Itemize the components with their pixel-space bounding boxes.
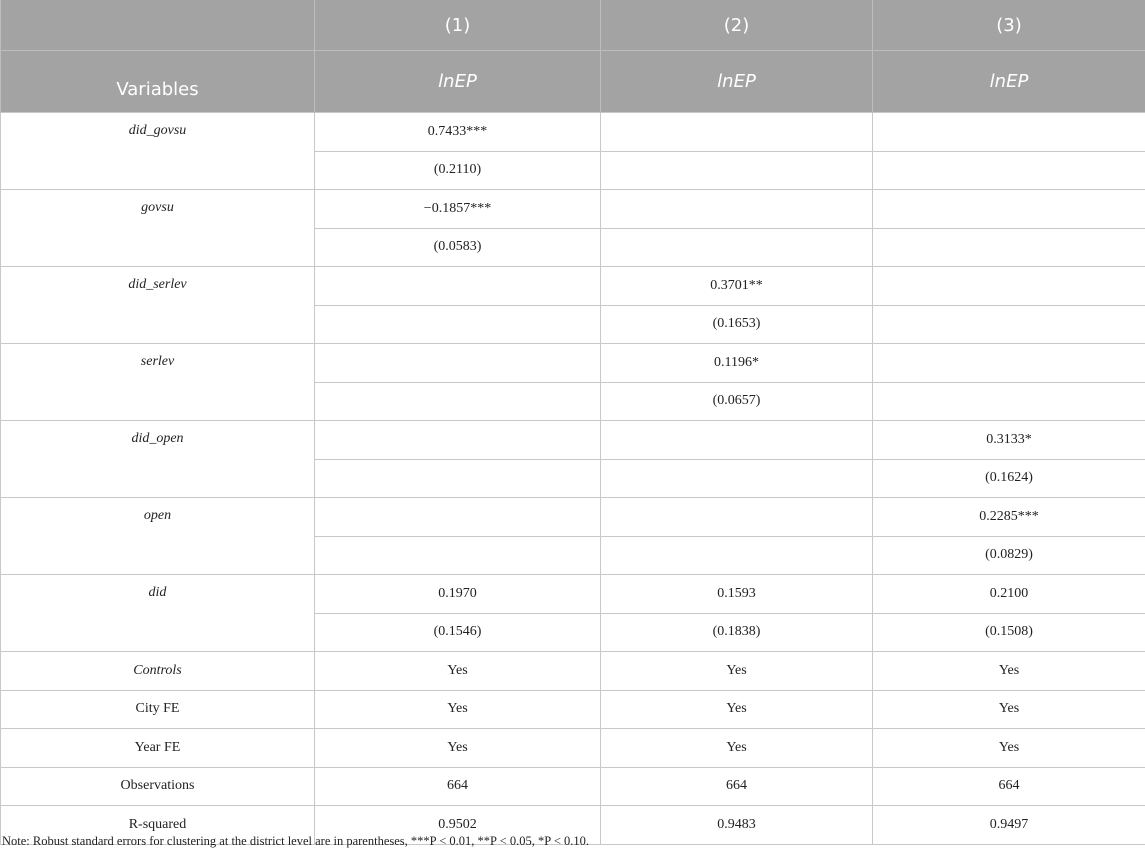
summary-value: 664 xyxy=(873,767,1145,806)
standard-error-cell: (0.1653) xyxy=(601,305,873,344)
standard-error-cell: (0.1838) xyxy=(601,613,873,652)
summary-value: Yes xyxy=(601,690,873,729)
coefficient-cell xyxy=(601,421,873,460)
summary-value: 0.9502 xyxy=(315,806,601,845)
summary-label: City FE xyxy=(1,690,315,729)
standard-error-cell: (0.1546) xyxy=(315,613,601,652)
variable-label: did xyxy=(1,575,315,652)
summary-value: 0.9483 xyxy=(601,806,873,845)
coefficient-cell xyxy=(315,421,601,460)
summary-row xyxy=(1,690,1145,729)
column-number-2: (2) xyxy=(601,0,873,51)
summary-value: Yes xyxy=(873,690,1145,729)
summary-value: Yes xyxy=(315,652,601,691)
coefficient-row xyxy=(1,267,1145,306)
standard-error-cell: (0.0657) xyxy=(601,382,873,421)
standard-error-cell: (0.0583) xyxy=(315,228,601,267)
summary-value: Yes xyxy=(873,652,1145,691)
summary-row xyxy=(1,767,1145,806)
coefficient-cell: 0.1970 xyxy=(315,575,601,614)
standard-error-cell xyxy=(315,459,601,498)
standard-error-cell xyxy=(601,459,873,498)
coefficient-row xyxy=(1,113,1145,152)
coefficient-row xyxy=(1,421,1145,460)
standard-error-cell xyxy=(873,382,1145,421)
coefficient-cell xyxy=(873,267,1145,306)
dependent-variable-3: lnEP xyxy=(873,51,1145,113)
column-number-1: (1) xyxy=(315,0,601,51)
summary-label: R-squared xyxy=(1,806,315,845)
header-corner xyxy=(1,0,315,51)
standard-error-cell xyxy=(315,382,601,421)
table-note: Note: Robust standard errors for clustering at the district level are in parentheses, ***P < 0.01, **P < 0.05, *P < 0.10. xyxy=(2,834,590,848)
summary-value: Yes xyxy=(315,729,601,768)
variable-label: serlev xyxy=(1,344,315,421)
standard-error-cell xyxy=(601,151,873,190)
standard-error-cell xyxy=(873,151,1145,190)
summary-label: Controls xyxy=(1,652,315,691)
coefficient-cell: −0.1857*** xyxy=(315,190,601,229)
coefficient-row xyxy=(1,498,1145,537)
summary-label: Year FE xyxy=(1,729,315,768)
coefficient-cell: 0.2100 xyxy=(873,575,1145,614)
standard-error-cell xyxy=(601,536,873,575)
coefficient-row xyxy=(1,190,1145,229)
dependent-variable-1: lnEP xyxy=(315,51,601,113)
coefficient-cell xyxy=(315,344,601,383)
coefficient-row xyxy=(1,344,1145,383)
coefficient-cell xyxy=(601,113,873,152)
coefficient-cell xyxy=(601,190,873,229)
dependent-variable-2: lnEP xyxy=(601,51,873,113)
coefficient-row xyxy=(1,575,1145,614)
standard-error-cell xyxy=(601,228,873,267)
coefficient-cell: 0.3701** xyxy=(601,267,873,306)
summary-value: 664 xyxy=(601,767,873,806)
coefficient-cell xyxy=(873,344,1145,383)
summary-label: Observations xyxy=(1,767,315,806)
coefficient-cell: 0.1196* xyxy=(601,344,873,383)
column-number-3: (3) xyxy=(873,0,1145,51)
variables-header: Variables xyxy=(1,51,315,113)
standard-error-cell xyxy=(873,228,1145,267)
variable-label: did_open xyxy=(1,421,315,498)
standard-error-cell xyxy=(315,536,601,575)
standard-error-cell xyxy=(315,305,601,344)
coefficient-cell xyxy=(873,190,1145,229)
summary-value: Yes xyxy=(601,729,873,768)
standard-error-cell: (0.1624) xyxy=(873,459,1145,498)
summary-value: Yes xyxy=(315,690,601,729)
coefficient-cell: 0.2285*** xyxy=(873,498,1145,537)
coefficient-cell: 0.1593 xyxy=(601,575,873,614)
coefficient-cell xyxy=(601,498,873,537)
standard-error-cell: (0.1508) xyxy=(873,613,1145,652)
summary-value: 664 xyxy=(315,767,601,806)
summary-row xyxy=(1,729,1145,768)
variable-label: did_govsu xyxy=(1,113,315,190)
standard-error-cell xyxy=(873,305,1145,344)
coefficient-cell: 0.7433*** xyxy=(315,113,601,152)
coefficient-cell xyxy=(315,498,601,537)
summary-value: 0.9497 xyxy=(873,806,1145,845)
summary-value: Yes xyxy=(601,652,873,691)
coefficient-cell xyxy=(315,267,601,306)
coefficient-cell: 0.3133* xyxy=(873,421,1145,460)
standard-error-cell: (0.2110) xyxy=(315,151,601,190)
coefficient-cell xyxy=(873,113,1145,152)
standard-error-cell: (0.0829) xyxy=(873,536,1145,575)
variable-label: did_serlev xyxy=(1,267,315,344)
summary-row xyxy=(1,652,1145,691)
table-header xyxy=(1,0,1145,113)
variable-label: govsu xyxy=(1,190,315,267)
variable-label: open xyxy=(1,498,315,575)
table-body xyxy=(1,113,1145,845)
summary-value: Yes xyxy=(873,729,1145,768)
